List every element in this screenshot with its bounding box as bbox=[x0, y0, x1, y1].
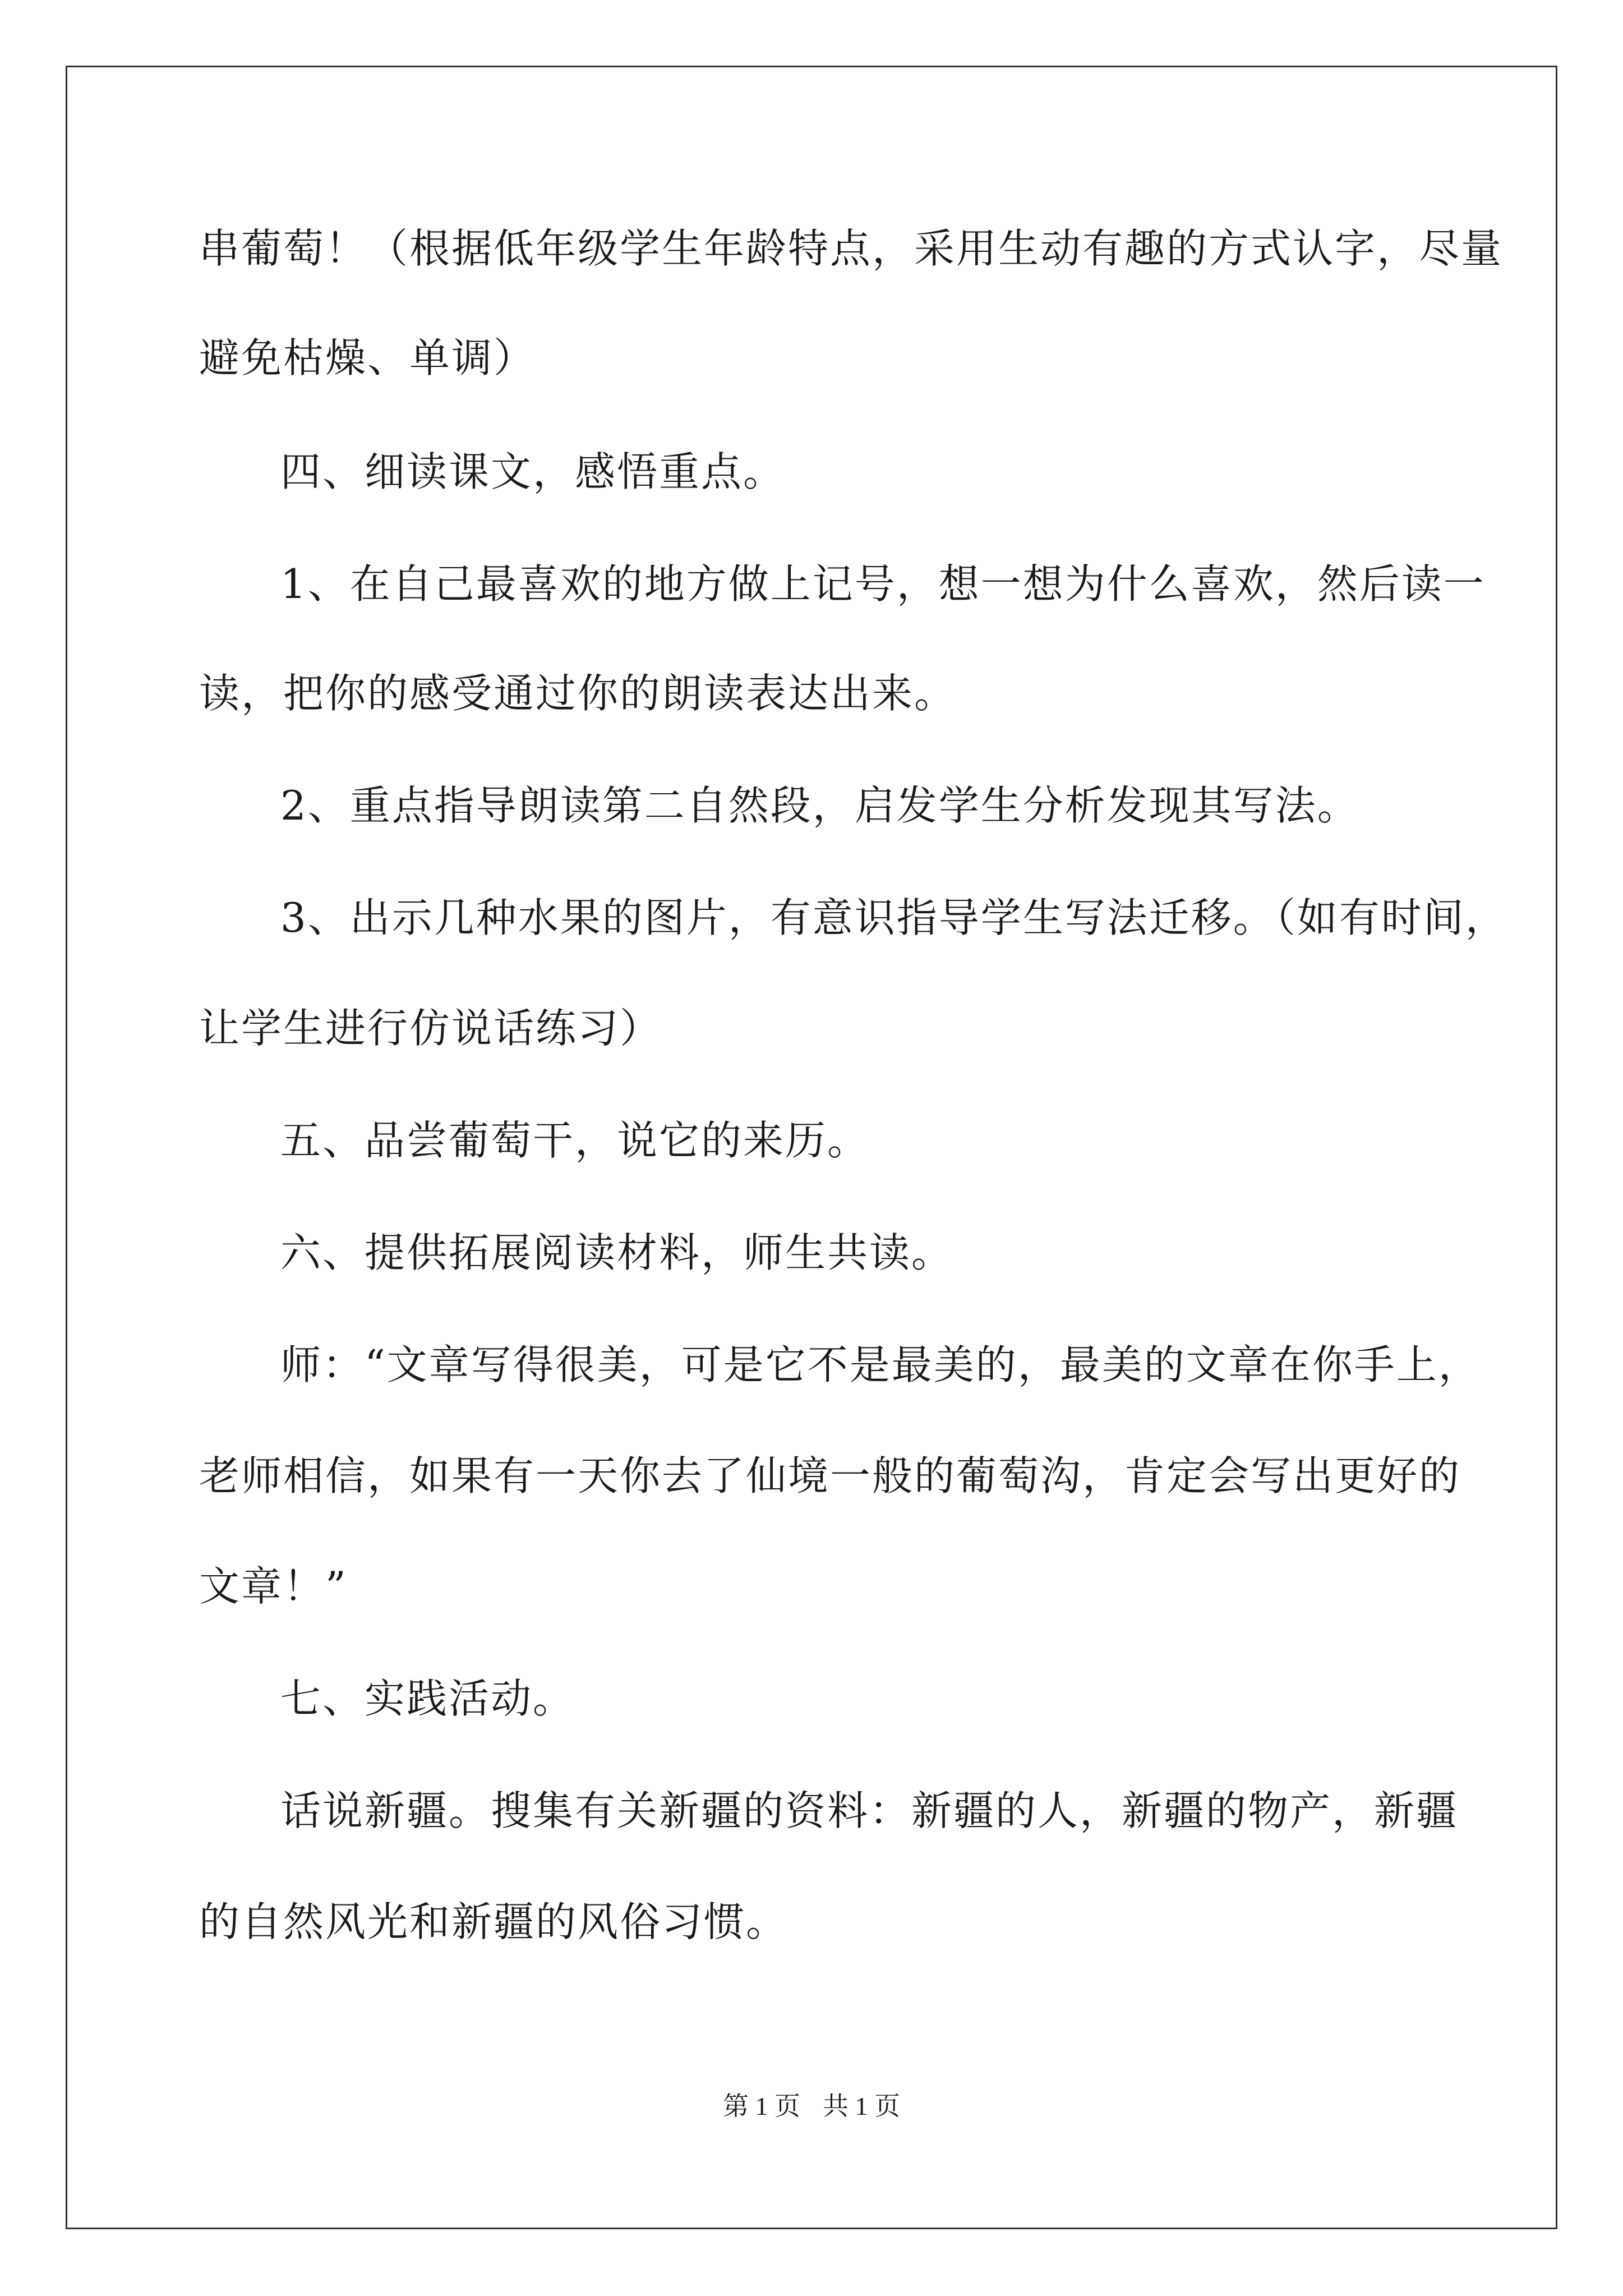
section-heading: 五、品尝葡萄干，说它的来历。 bbox=[280, 1117, 870, 1164]
section-heading: 四、细读课文，感悟重点。 bbox=[280, 448, 786, 495]
text-line: 避免枯燥、单调） bbox=[199, 334, 536, 381]
text-line: 2、重点指导朗读第二自然段，启发学生分析发现其写法。 bbox=[280, 782, 1359, 829]
text-line: 串葡萄！（根据低年级学生年龄特点，采用生动有趣的方式认字，尽量 bbox=[199, 225, 1504, 272]
text-line: 3、出示几种水果的图片，有意识指导学生写法迁移。（如有时间， bbox=[280, 894, 1507, 941]
text-line: 读，把你的感受通过你的朗读表达出来。 bbox=[199, 670, 957, 717]
page-footer bbox=[0, 2090, 1623, 2123]
text-line: 师：“文章写得很美，可是它不是最美的，最美的文章在你手上， bbox=[280, 1341, 1481, 1388]
text-line: 让学生进行仿说话练习） bbox=[199, 1005, 662, 1052]
section-heading: 六、提供拓展阅读材料，师生共读。 bbox=[280, 1229, 954, 1276]
text-line: 的自然风光和新疆的风俗习惯。 bbox=[199, 1898, 789, 1945]
page-number: 第 1 页 bbox=[723, 2092, 800, 2120]
text-line: 1、在自己最喜欢的地方做上记号，想一想为什么喜欢，然后读一 bbox=[280, 560, 1486, 608]
section-heading: 七、实践活动。 bbox=[280, 1675, 575, 1722]
text-line: 话说新疆。搜集有关新疆的资料：新疆的人，新疆的物产，新疆 bbox=[280, 1787, 1459, 1834]
text-line: 老师相信，如果有一天你去了仙境一般的葡萄沟，肯定会写出更好的 bbox=[199, 1452, 1461, 1499]
page-total: 共 1 页 bbox=[823, 2092, 900, 2120]
text-line: 文章！” bbox=[199, 1563, 348, 1610]
